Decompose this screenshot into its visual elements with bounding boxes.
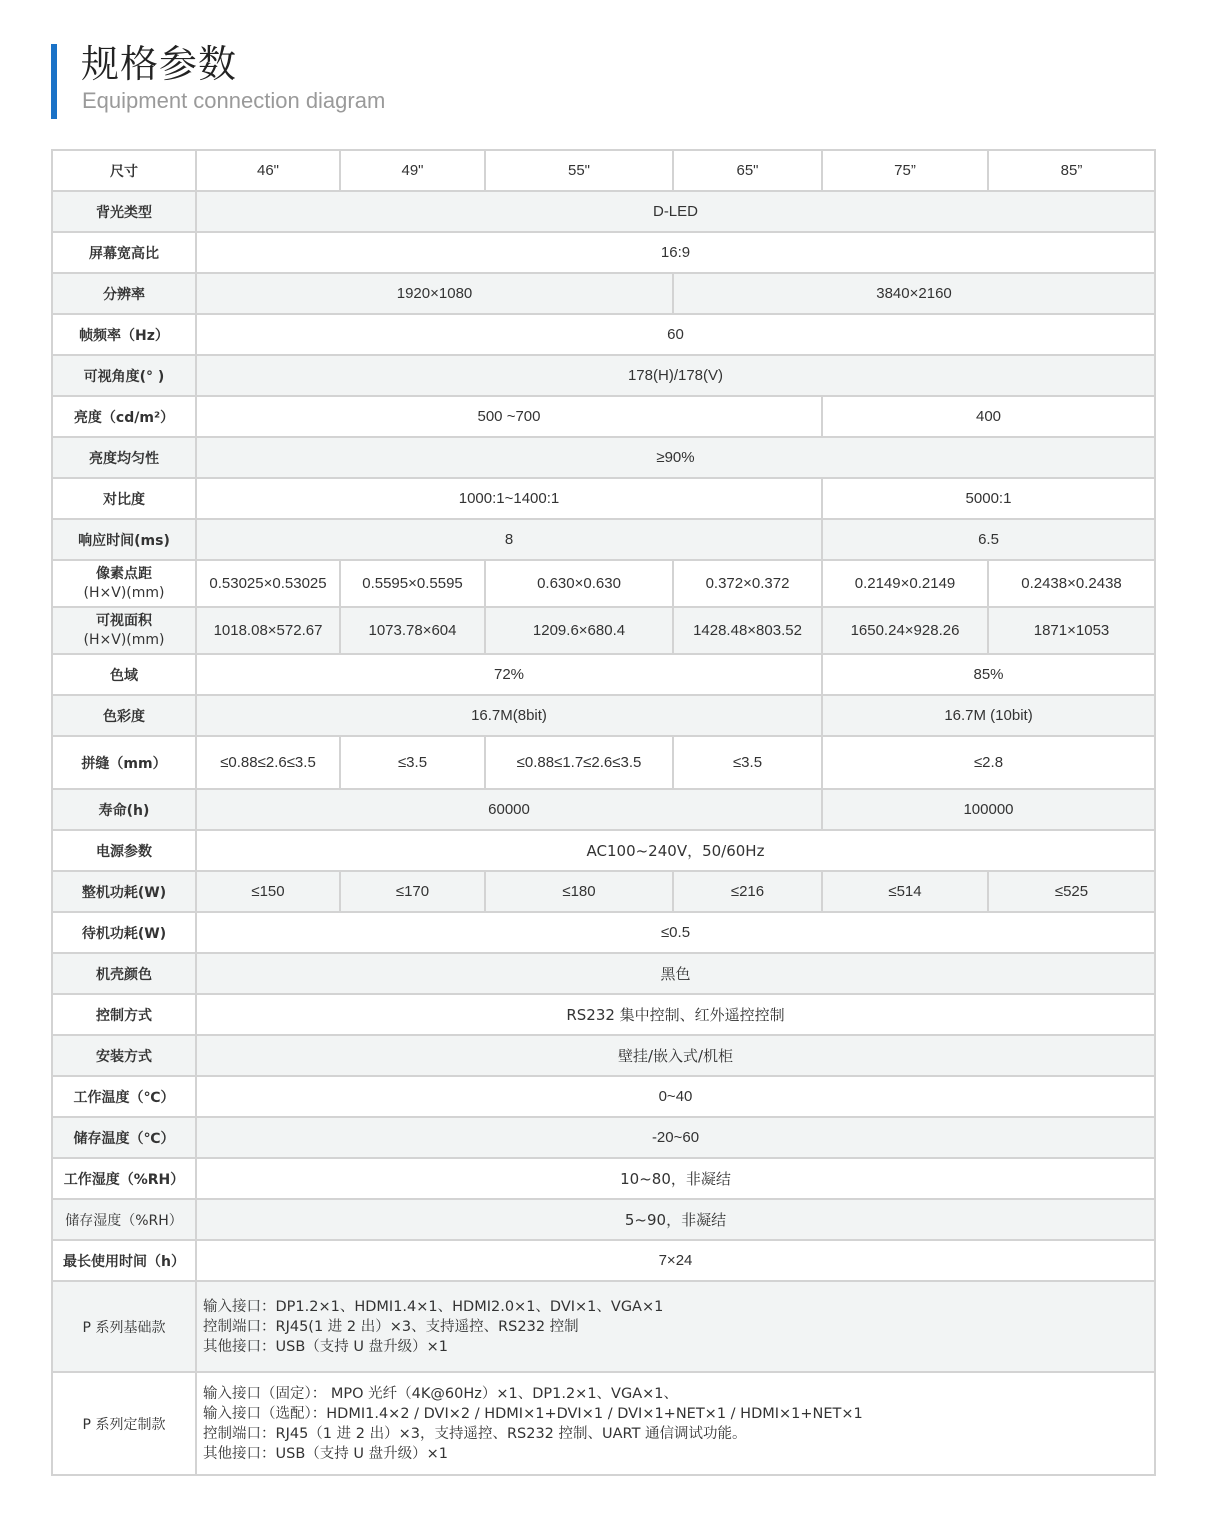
table-cell: 5000:1 (822, 478, 1155, 519)
table-cell: 16:9 (196, 232, 1155, 273)
table-row-brightness (52, 396, 1155, 437)
table-cell: 1650.24×928.26 (822, 607, 988, 654)
row-label: 整机功耗(W) (52, 871, 196, 912)
row-label: 工作温度（℃） (52, 1076, 196, 1117)
table-row-housing-color (52, 953, 1155, 994)
table-cell: ≤216 (673, 871, 822, 912)
table-cell: AC100~240V，50/60Hz (196, 830, 1155, 871)
table-row-resolution (52, 273, 1155, 314)
table-cell: 1209.6×680.4 (485, 607, 673, 654)
table-cell: 黑色 (196, 953, 1155, 994)
table-row-seam (52, 736, 1155, 789)
table-cell: 5~90，非凝结 (196, 1199, 1155, 1240)
row-label: 色彩度 (52, 695, 196, 736)
table-cell: 壁挂/嵌入式/机柜 (196, 1035, 1155, 1076)
row-label: 储存温度（℃） (52, 1117, 196, 1158)
table-row-power (52, 830, 1155, 871)
row-label-line: 可视面积 (96, 612, 152, 629)
table-row-op-humidity (52, 1158, 1155, 1199)
table-cell: 1871×1053 (988, 607, 1155, 654)
table-cell: ≤2.8 (822, 736, 1155, 789)
table-cell: ≤525 (988, 871, 1155, 912)
table-cell: 16.7M(8bit) (196, 695, 822, 736)
table-cell: 49" (340, 150, 485, 191)
row-label: 尺寸 (52, 150, 196, 191)
row-label: 亮度均匀性 (52, 437, 196, 478)
table-row-size (52, 150, 1155, 191)
row-label-unit: (H×V)(mm) (83, 584, 165, 601)
spec-line: 输入接口：DP1.2×1、HDMI1.4×1、HDMI2.0×1、DVI×1、VGA×1 (203, 1298, 664, 1315)
table-cell: ≤0.5 (196, 912, 1155, 953)
row-label: 分辨率 (52, 273, 196, 314)
table-cell: ≤3.5 (673, 736, 822, 789)
table-cell: ≤180 (485, 871, 673, 912)
table-row-response (52, 519, 1155, 560)
table-cell: ≤514 (822, 871, 988, 912)
row-label: 工作湿度（%RH） (52, 1158, 196, 1199)
table-row-storage-humidity (52, 1199, 1155, 1240)
row-label: 可视角度(° ) (52, 355, 196, 396)
row-label: P 系列定制款 (52, 1372, 196, 1475)
row-label: 寿命(h) (52, 789, 196, 830)
row-label: 亮度（cd/m²） (52, 396, 196, 437)
table-row-framerate (52, 314, 1155, 355)
table-row-power-consumption (52, 871, 1155, 912)
table-cell: ≤3.5 (340, 736, 485, 789)
table-cell: 85% (822, 654, 1155, 695)
table-cell (196, 1372, 1155, 1475)
table-row-color-depth (52, 695, 1155, 736)
table-row-standby (52, 912, 1155, 953)
table-cell: 6.5 (822, 519, 1155, 560)
table-cell: 1920×1080 (196, 273, 673, 314)
table-row-pixel-pitch (52, 560, 1155, 607)
row-label: 电源参数 (52, 830, 196, 871)
table-row-aspect (52, 232, 1155, 273)
spec-line: 输入接口（固定）： MPO 光纤（4K@60Hz）×1、DP1.2×1、VGA×1、 (203, 1385, 679, 1402)
row-label: 色域 (52, 654, 196, 695)
table-row-max-usage (52, 1240, 1155, 1281)
row-label: 储存湿度（%RH） (52, 1199, 196, 1240)
table-cell: 7×24 (196, 1240, 1155, 1281)
row-label-unit: (H×V)(mm) (83, 631, 165, 648)
table-cell: 72% (196, 654, 822, 695)
spec-line: 输入接口（选配）：HDMI1.4×2 / DVI×2 / HDMI×1+DVI×1 / DVI×1+NET×1 / HDMI×1+NET×1 (203, 1405, 863, 1422)
table-cell: 1428.48×803.52 (673, 607, 822, 654)
row-label: 待机功耗(W) (52, 912, 196, 953)
table-cell: ≤0.88≤2.6≤3.5 (196, 736, 340, 789)
accent-bar (51, 44, 57, 119)
table-row-contrast (52, 478, 1155, 519)
spec-line: 其他接口：USB（支持 U 盘升级）×1 (203, 1338, 448, 1355)
table-cell: 0.53025×0.53025 (196, 560, 340, 607)
spec-line: 其他接口：USB（支持 U 盘升级）×1 (203, 1445, 448, 1462)
table-cell: 60000 (196, 789, 822, 830)
table-cell: 65" (673, 150, 822, 191)
table-row-uniformity (52, 437, 1155, 478)
table-cell: -20~60 (196, 1117, 1155, 1158)
spec-line: 控制端口：RJ45(1 进 2 出）×3、支持遥控、RS232 控制 (203, 1318, 579, 1335)
row-label: 拼缝（mm） (52, 736, 196, 789)
table-cell: 178(H)/178(V) (196, 355, 1155, 396)
spec-line: 控制端口：RJ45（1 进 2 出）×3，支持遥控、RS232 控制、UART 通信调试功能。 (203, 1425, 747, 1442)
table-row-op-temp (52, 1076, 1155, 1117)
row-label-line: 像素点距 (96, 565, 152, 582)
table-cell: 500 ~700 (196, 396, 822, 437)
table-cell: 46" (196, 150, 340, 191)
row-label: 机壳颜色 (52, 953, 196, 994)
table-row-storage-temp (52, 1117, 1155, 1158)
table-cell: 55" (485, 150, 673, 191)
table-row-control (52, 994, 1155, 1035)
row-label: 响应时间(ms) (52, 519, 196, 560)
table-cell: ≥90% (196, 437, 1155, 478)
row-label: 最长使用时间（h） (52, 1240, 196, 1281)
row-label: 安装方式 (52, 1035, 196, 1076)
row-label: 背光类型 (52, 191, 196, 232)
table-cell: 0.5595×0.5595 (340, 560, 485, 607)
page-title: 规格参数 (81, 42, 238, 86)
table-cell: D-LED (196, 191, 1155, 232)
table-cell: 8 (196, 519, 822, 560)
row-label: 帧频率（Hz） (52, 314, 196, 355)
table-cell: 16.7M (10bit) (822, 695, 1155, 736)
table-cell: 0.630×0.630 (485, 560, 673, 607)
table-cell: 0.2149×0.2149 (822, 560, 988, 607)
table-cell (196, 1281, 1155, 1372)
table-cell: 1018.08×572.67 (196, 607, 340, 654)
table-row-viewing-angle (52, 355, 1155, 396)
row-label: 控制方式 (52, 994, 196, 1035)
table-row-backlight (52, 191, 1155, 232)
table-row-install (52, 1035, 1155, 1076)
table-cell: 75” (822, 150, 988, 191)
row-label (52, 560, 196, 607)
table-cell: 100000 (822, 789, 1155, 830)
table-cell: 0.2438×0.2438 (988, 560, 1155, 607)
table-row-lifetime (52, 789, 1155, 830)
table-cell: 0.372×0.372 (673, 560, 822, 607)
table-row-viewing-area (52, 607, 1155, 654)
table-cell: 1000:1~1400:1 (196, 478, 822, 519)
table-cell: 60 (196, 314, 1155, 355)
row-label: P 系列基础款 (52, 1281, 196, 1372)
table-row-p-basic (52, 1281, 1155, 1372)
table-cell: ≤150 (196, 871, 340, 912)
row-label (52, 607, 196, 654)
table-row-gamut (52, 654, 1155, 695)
spec-table (51, 149, 1156, 1476)
row-label: 对比度 (52, 478, 196, 519)
table-cell: ≤0.88≤1.7≤2.6≤3.5 (485, 736, 673, 789)
table-cell: RS232 集中控制、红外遥控控制 (196, 994, 1155, 1035)
table-cell: 3840×2160 (673, 273, 1155, 314)
table-cell: 10~80，非凝结 (196, 1158, 1155, 1199)
table-cell: 85” (988, 150, 1155, 191)
table-cell: 400 (822, 396, 1155, 437)
table-cell: ≤170 (340, 871, 485, 912)
table-cell: 0~40 (196, 1076, 1155, 1117)
row-label: 屏幕宽高比 (52, 232, 196, 273)
page-subtitle: Equipment connection diagram (82, 88, 386, 113)
table-cell: 1073.78×604 (340, 607, 485, 654)
table-row-p-custom (52, 1372, 1155, 1475)
